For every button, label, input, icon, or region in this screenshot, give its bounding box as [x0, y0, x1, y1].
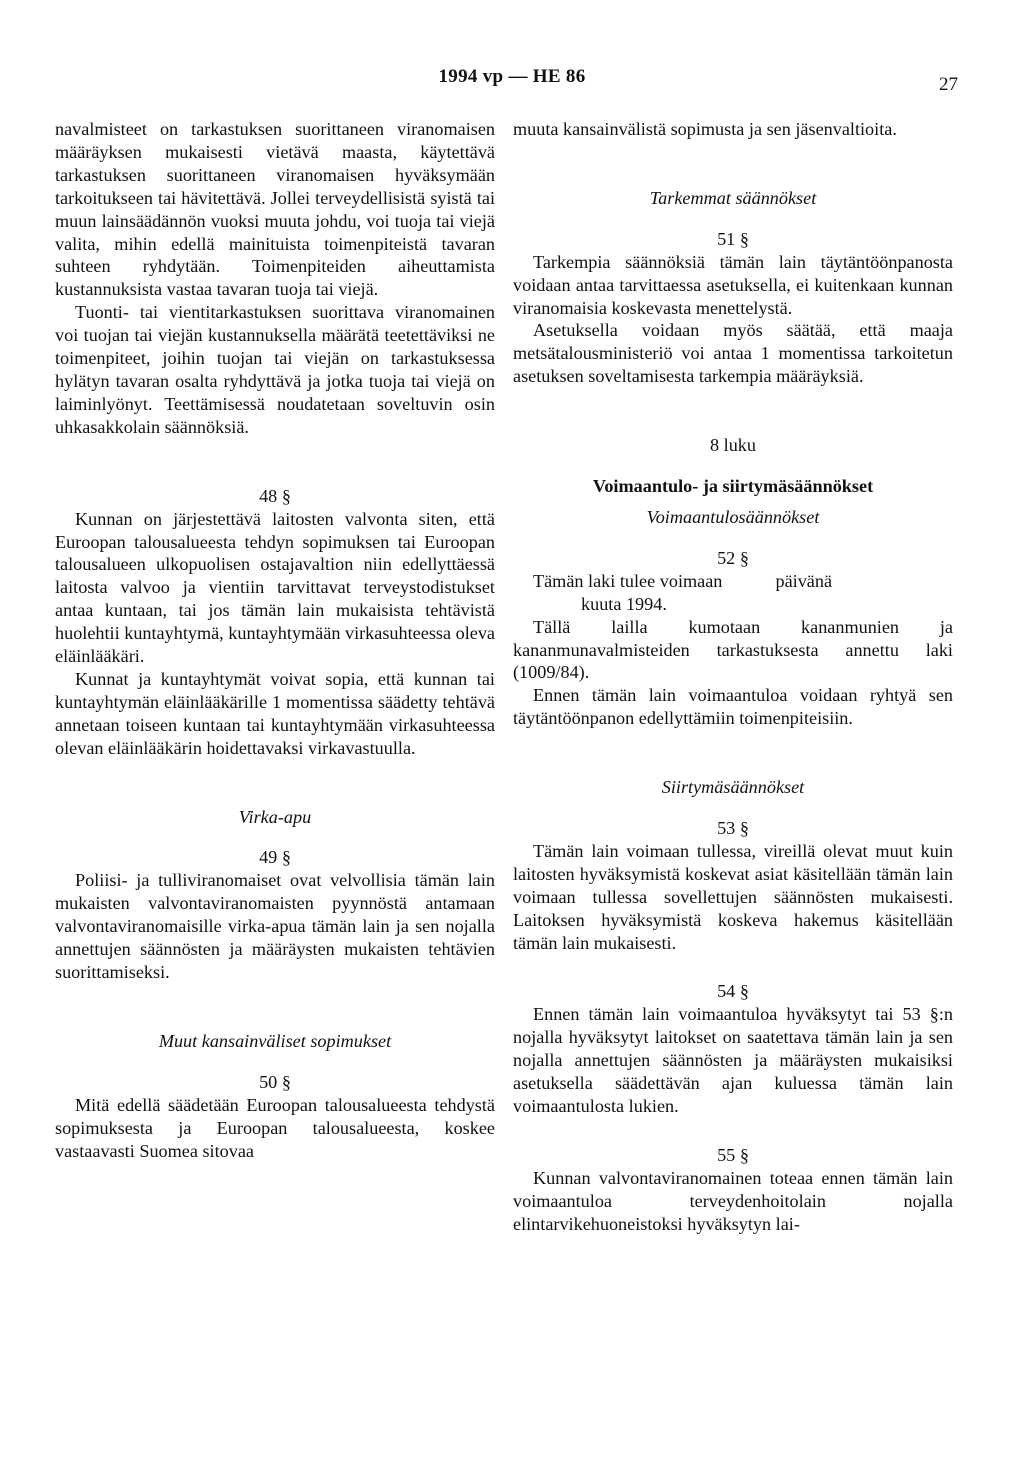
section-heading: Siirtymäsäännökset	[661, 777, 805, 798]
page-number: 27	[939, 74, 958, 95]
paragraph: Tämän lain voimaan tullessa, vireillä olevat muut kuin laitosten hyväksymistä koskevat asiat käsitellään tämän lain voimaan tullessa sovellettujen säännösten mukaisesti. Laitoksen hyväksymistä koskeva hakemus käsitellään tämän lain mukaisesti.	[513, 840, 953, 953]
section-number: 49 §	[259, 847, 291, 868]
paragraph: Kunnan on järjestettävä laitosten valvonta siten, että Euroopan talousalueesta tehdyn sopimuksen tai Euroopan talousalueen ulkopuolisen ostajavaltion niin edellyttäessä laitosta valvoo ja vientiin tarvittavat terveystodistukset antaa kuntaan, tai jos tämän lain mukaisista tehtävistä huolehtii kuntayhtymä, kuntayhtymään virkasuhteessa oleva eläinlääkäri.	[55, 508, 495, 667]
paragraph: Kunnat ja kuntayhtymät voivat sopia, että kunnan tai kuntayhtymän eläinlääkärille 1 momentissa säädetty tehtävä annetaan toiseen kuntaan tai kuntayhtymään virkasuhteessa olevan eläinlääkärin hoidettavaksi virkavastuulla.	[55, 668, 495, 758]
running-header	[0, 66, 1024, 96]
paragraph: Poliisi- ja tulliviranomaiset ovat velvollisia tämän lain mukaisten valvontaviranomaisten pyynnöstä antamaan valvontaviranomaisille virka-apua tämän lain ja sen nojalla annettujen säännösten ja määräysten mukaisten tehtävien suorittamiseksi.	[55, 870, 495, 982]
header-title: 1994 vp — HE 86	[438, 66, 586, 87]
paragraph	[513, 570, 953, 616]
chapter-title: Voimaantulo- ja siirtymäsäännökset	[592, 476, 874, 497]
section-number: 52 §	[717, 547, 749, 568]
section-number: 50 §	[259, 1071, 291, 1092]
left-column	[55, 118, 495, 1162]
paragraph: Mitä edellä säädetään Euroopan talousalueesta tehdystä sopimuksesta ja Euroopan talousalueesta, koskee vastaavasti Suomea sitovaa	[55, 1094, 495, 1161]
section-number: 54 §	[717, 981, 749, 1002]
paragraph: Ennen tämän lain voimaantuloa voidaan ryhtyä sen täytäntöönpanon edellyttämiin toimenpiteisiin.	[513, 685, 953, 729]
paragraph: muuta kansainvälistä sopimusta ja sen jäsenvaltioita.	[513, 119, 897, 139]
paragraph: navalmisteet on tarkastuksen suorittaneen viranomaisen määräyksen mukaisesti vietävä maasta, käytettävä tarkastuksen suorittaneen viranomaisen hyväksymään tarkoitukseen tai hävitettävä. Jollei terveydellisistä syistä tai muun lainsäädännön vuoksi muuta johdu, voi tuoja tai viejä valita, mihin edellä mainituista toimenpiteistä tavaran suhteen ryhdytään. Toimenpiteiden aiheuttamista kustannuksista vastaa tavaran tuoja tai viejä.	[55, 119, 495, 300]
enactment-day: päivänä	[775, 570, 833, 591]
enactment-text: Tämän laki tulee voimaan	[533, 570, 723, 591]
paragraph: Asetuksella voidaan myös säätää, että maaja metsätalousministeriö voi antaa 1 momentissa tarkoitetun asetuksen soveltamisesta tarkempia määräyksiä.	[513, 320, 953, 387]
section-heading: Tarkemmat säännökset	[649, 187, 817, 208]
right-column	[513, 118, 953, 1236]
section-heading: Voimaantulosäännökset	[646, 506, 820, 527]
section-number: 55 §	[717, 1144, 749, 1165]
paragraph: Tällä lailla kumotaan kananmunien ja kananmunavalmisteiden tarkastuksesta annettu laki (1009/84).	[513, 616, 953, 683]
section-number: 53 §	[717, 818, 749, 839]
enactment-month: kuuta 1994.	[581, 593, 667, 614]
section-number: 51 §	[717, 228, 749, 249]
paragraph: Tuonti- tai vientitarkastuksen suorittava viranomainen voi tuojan tai viejän kustannuksella määrätä teetettäviksi ne toimenpiteet, joihin tuojan tai viejän on tarkastuksessa hylätyn tavaran osalta ryhdyttävä ja jotka tuoja tai viejä on laiminlyönyt. Teettämisessä noudatetaan soveltuvin osin uhkasakkolain säännöksiä.	[55, 302, 495, 437]
paragraph: Ennen tämän lain voimaantuloa hyväksytyt tai 53 §:n nojalla hyväksytyt laitokset on saatettava tämän lain ja sen nojalla annettujen säännösten ja määräysten mukaisiksi asetuksella säädettävän ajan kuluessa tämän lain voimaantulosta lukien.	[513, 1004, 953, 1116]
section-heading: Muut kansainväliset sopimukset	[158, 1030, 392, 1051]
section-number: 48 §	[259, 485, 291, 506]
section-heading: Virka-apu	[238, 806, 312, 827]
chapter-number: 8 luku	[710, 435, 756, 456]
paragraph: Kunnan valvontaviranomainen toteaa ennen tämän lain voimaantuloa terveydenhoitolain nojalla elintarvikehuoneistoksi hyväksytyn lai-	[513, 1167, 953, 1234]
paragraph: Tarkempia säännöksiä tämän lain täytäntöönpanosta voidaan antaa tarvittaessa asetuksella, ei kuitenkaan kunnan viranomaisia koskevasta menettelystä.	[513, 251, 953, 318]
